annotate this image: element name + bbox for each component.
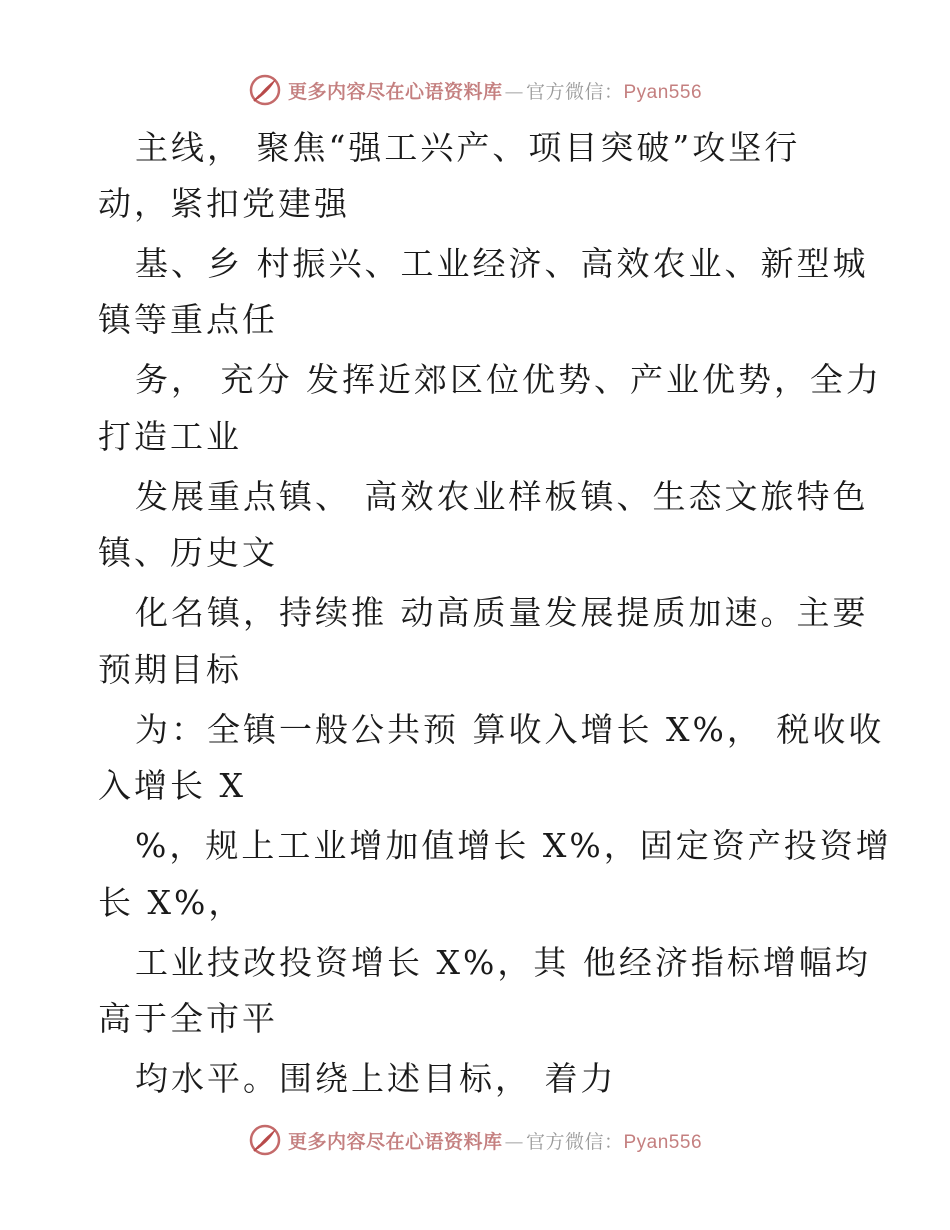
watermark-main: 更多内容尽在心语资料库: [287, 80, 503, 103]
watermark-text: [288, 1127, 702, 1154]
text-line: 均水平。围绕上述目标， 着力: [135, 1059, 617, 1098]
quill-logo-icon: [248, 73, 282, 107]
text-line: %，规上工业增加值增长 X%，固定资产投资增: [135, 826, 892, 865]
text-line: 工业技改投资增长 X%，其 他经济指标增幅均: [135, 943, 871, 982]
watermark-id: Pyan556: [623, 1131, 703, 1153]
text-line: 高于全市平: [98, 999, 278, 1038]
text-line: 打造工业: [98, 417, 242, 456]
quill-logo-icon: [248, 1123, 282, 1157]
text-line: 化名镇，持续推 动高质量发展提质加速。主要: [135, 593, 869, 632]
text-line: 镇、历史文: [98, 533, 278, 572]
footer-watermark: [0, 1120, 950, 1160]
watermark-sub: 官方微信：: [525, 1130, 624, 1153]
header-watermark: [0, 70, 950, 110]
text-line: 动，紧扣党建强: [98, 184, 350, 223]
watermark-id: Pyan556: [623, 81, 703, 103]
text-line: 发展重点镇、 高效农业样板镇、生态文旅特色: [135, 477, 869, 516]
text-line: 长 X%，: [98, 883, 245, 922]
text-line: 为：全镇一般公共预 算收入增长 X%， 税收收: [135, 710, 885, 749]
watermark-separator: —: [504, 80, 524, 103]
text-line: 镇等重点任: [98, 300, 278, 339]
watermark-text: [288, 77, 702, 104]
text-line: 主线， 聚焦“强工兴产、项目突破”攻坚行: [135, 128, 801, 167]
watermark-main: 更多内容尽在心语资料库: [287, 1130, 503, 1153]
text-line: 预期目标: [98, 650, 242, 689]
text-line: 基、乡 村振兴、工业经济、高效农业、新型城: [135, 244, 869, 283]
watermark-separator: —: [504, 1130, 524, 1153]
text-line: 务， 充分 发挥近郊区位优势、产业优势，全力: [135, 360, 882, 399]
watermark-sub: 官方微信：: [525, 80, 624, 103]
text-line: 入增长 X: [98, 766, 246, 805]
